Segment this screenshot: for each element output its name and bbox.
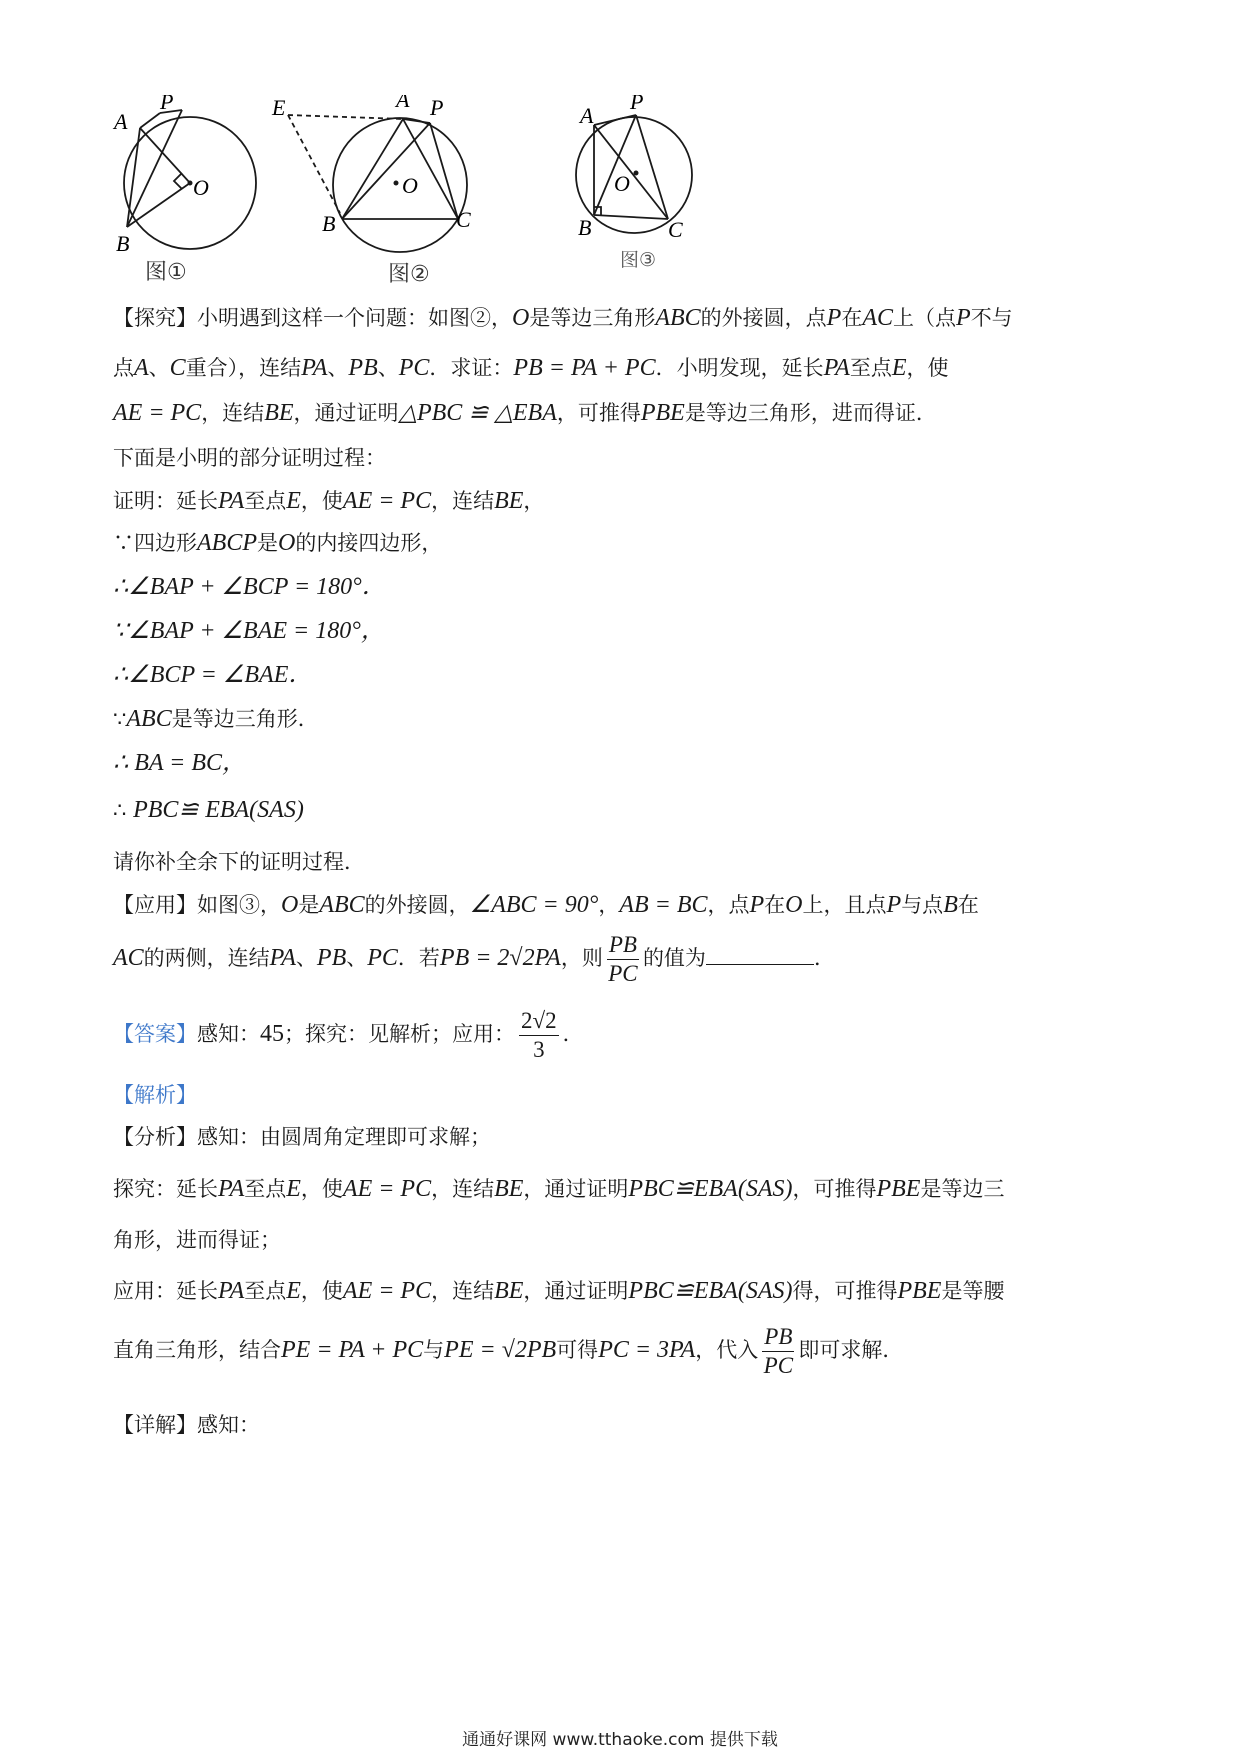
analysis-explore-1: 探究：延长PA至点E，使AE = PC，连结BE，通过证明PBC≌EBA(SAS)，可推得PBE是等边三 xyxy=(113,1176,1005,1202)
fig3-label-B: B xyxy=(578,215,592,240)
fig3-center-dot xyxy=(634,171,639,176)
explore-line-4: 下面是小明的部分证明过程： xyxy=(113,446,386,470)
fig3-label-O: O xyxy=(614,171,630,196)
proof-line-6: ∵ABC是等边三角形． xyxy=(113,706,319,732)
apply-tag: 【应用】 xyxy=(113,893,197,917)
figure-2 xyxy=(288,115,467,252)
proof-line-1: 证明：延长PA至点E，使AE = PC，连结BE， xyxy=(113,488,545,514)
proof-line-7: ∴ BA = BC， xyxy=(113,750,247,776)
answer-tag: 【答案】 xyxy=(113,1022,197,1046)
figure-1 xyxy=(124,110,256,249)
proof-line-5: ∴∠BCP = ∠BAE． xyxy=(113,662,313,688)
fig3-label-P: P xyxy=(630,95,644,114)
fig1-center-dot xyxy=(188,181,193,186)
apply-fraction: $\frac{PB}{PC}$ xyxy=(608,932,638,986)
fig1-label-A: A xyxy=(114,109,128,134)
geometry-figures xyxy=(100,95,800,325)
fig1-label-O: O xyxy=(193,175,209,200)
answer-blank[interactable] xyxy=(706,944,814,965)
analysis-apply-2: 直角三角形，结合PE = PA + PC与PE = √2PB可得PC = 3PA，代入 $\frac{PB}{PC}$ 即可求解． xyxy=(113,1324,904,1378)
proof-line-8: ∴ PBC≌ EBA(SAS) xyxy=(113,797,304,823)
proof-line-4: ∵∠BAP + ∠BAE = 180°， xyxy=(113,618,385,644)
fig2-label-E: E xyxy=(272,95,286,120)
fig2-label-A: A xyxy=(396,95,410,112)
apply-line-1: 【应用】如图③，O是ABC的外接圆，∠ABC = 90°，AB = BC，点P在O上，且点P与点B在 xyxy=(113,892,979,918)
fig2-label-P: P xyxy=(430,95,444,120)
analysis-intro: 【分析】感知：由圆周角定理即可求解； xyxy=(113,1125,491,1149)
analysis-tag: 【解析】 xyxy=(113,1083,197,1107)
fig3-caption: 图③ xyxy=(620,249,657,271)
answer-fraction: $\frac{2√2}{3}$ xyxy=(521,1008,557,1062)
explore-tag: 【探究】 xyxy=(113,306,197,330)
answer-line: 【答案】感知：45；探究：见解析；应用： $\frac{2√2}{3}$ ． xyxy=(113,1008,584,1062)
explore-closing: 请你补全余下的证明过程． xyxy=(113,850,365,874)
detail-line: 【详解】感知： xyxy=(113,1413,260,1437)
page-footer: 通通好课网 www.tthaoke.com 提供下载 xyxy=(462,1730,778,1750)
fig2-label-C: C xyxy=(456,207,471,232)
explore-line-3: AE = PC，连结BE，通过证明△PBC ≌ △EBA，可推得PBE是等边三角形，进而得证． xyxy=(113,400,937,426)
explore-line-2: 点A、C重合），连结PA、PB、PC．求证：PB = PA + PC．小明发现，延长PA至点E，使 xyxy=(113,355,949,381)
fig3-label-C: C xyxy=(668,217,683,242)
apply-line-2: AC的两侧，连结PA、PB、PC．若PB = 2√2PA，则 $\frac{PB}{PC}$ 的值为 ． xyxy=(113,932,835,986)
analysis-apply-1: 应用：延长PA至点E，使AE = PC，连结BE，通过证明PBC≌EBA(SAS)得，可推得PBE是等腰 xyxy=(113,1278,1005,1304)
figures-row xyxy=(100,95,800,325)
fig2-label-O: O xyxy=(402,173,418,198)
proof-line-2: ∵四边形ABCP是O的内接四边形， xyxy=(113,530,443,556)
fig2-caption: 图② xyxy=(388,262,430,287)
explore-line-1: 【探究】小明遇到这样一个问题：如图②，O是等边三角形ABC的外接圆，点P在AC上（点P不与 xyxy=(113,305,1013,331)
fig2-center-dot xyxy=(394,181,399,186)
fig3-label-A: A xyxy=(580,103,594,128)
fig1-label-P: P xyxy=(160,95,174,114)
analysis-fraction: $\frac{PB}{PC}$ xyxy=(763,1324,794,1378)
fig1-label-B: B xyxy=(116,231,130,256)
fig1-caption: 图① xyxy=(145,260,187,285)
fig2-label-B: B xyxy=(322,211,336,236)
proof-line-3: ∴∠BAP + ∠BCP = 180°． xyxy=(113,574,386,600)
analysis-explore-2: 角形，进而得证； xyxy=(113,1228,281,1252)
